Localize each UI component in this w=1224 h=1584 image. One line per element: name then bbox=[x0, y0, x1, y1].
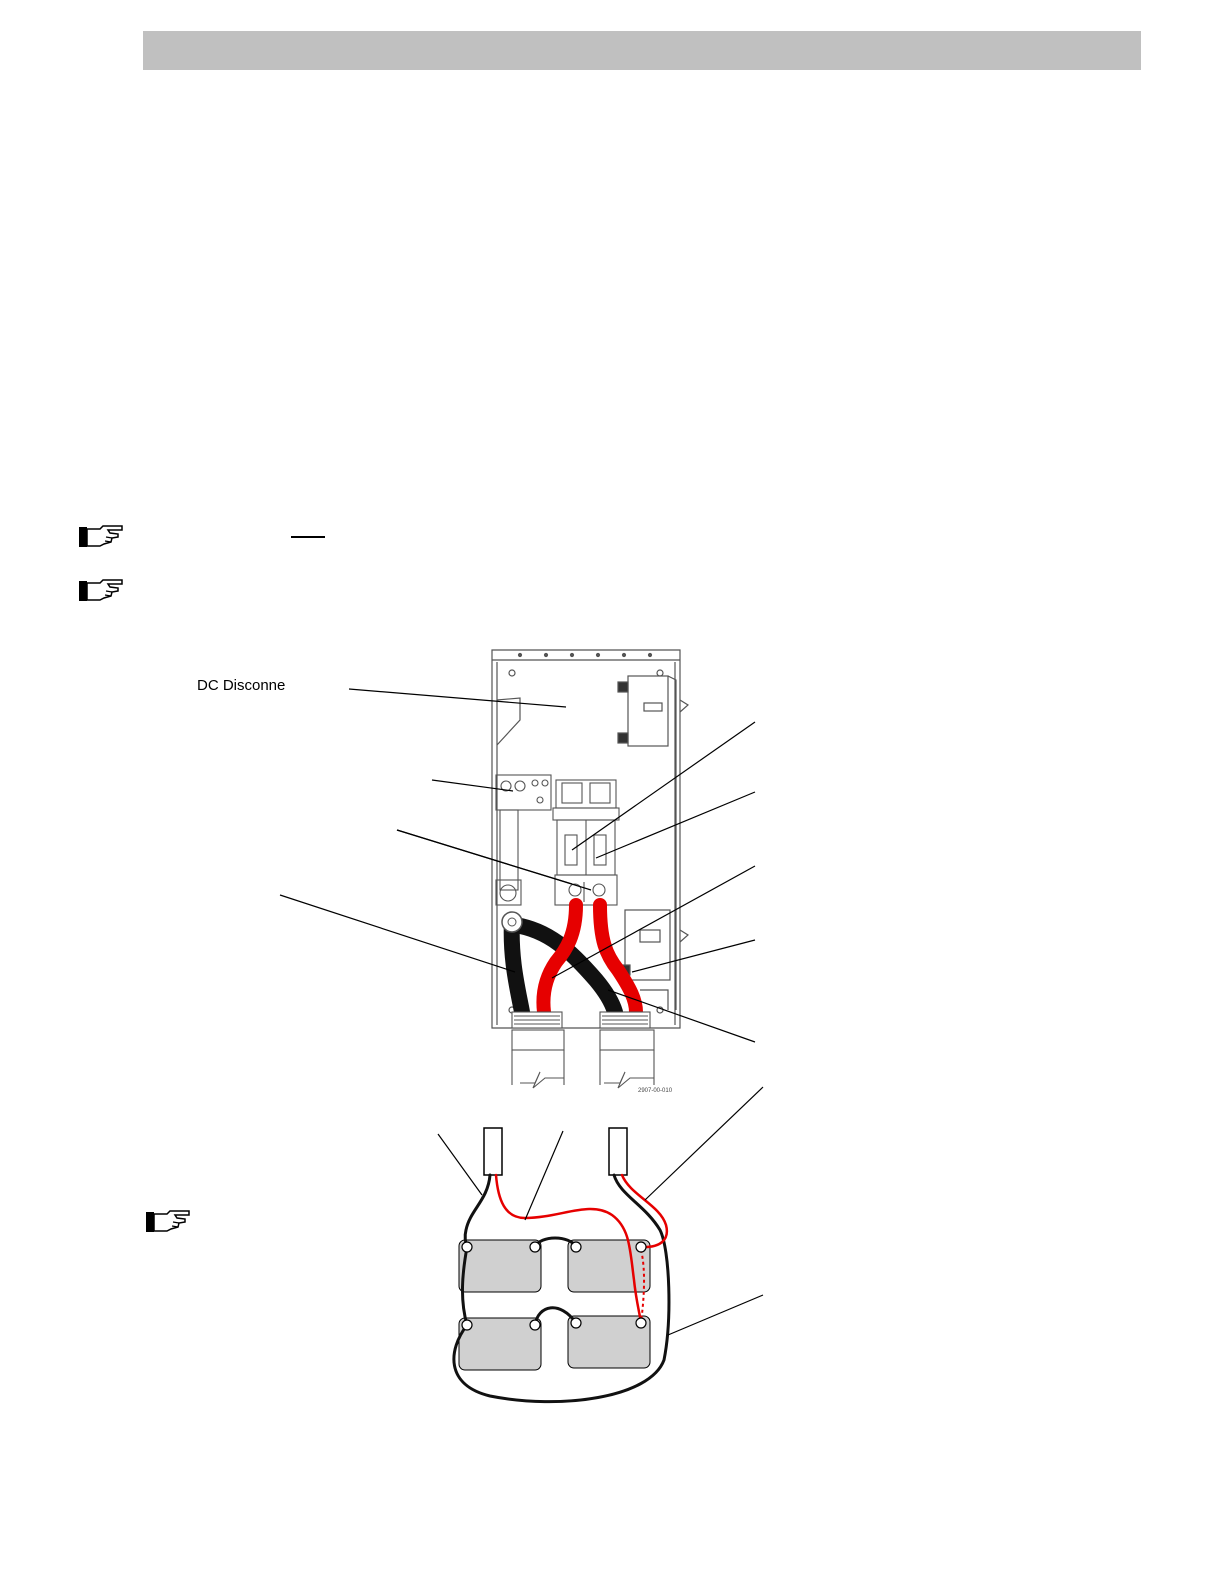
ground-bar bbox=[496, 775, 551, 905]
dc-disconnect-label: DC Disconne bbox=[197, 677, 286, 694]
leader-negative-cable bbox=[280, 895, 515, 972]
battery-bank bbox=[438, 1087, 763, 1402]
leader-shunt bbox=[632, 940, 755, 972]
cable-stub-left bbox=[484, 1128, 502, 1175]
cable-stub-right bbox=[609, 1128, 627, 1175]
dc-breaker bbox=[553, 780, 619, 905]
leader-breaker-a bbox=[572, 722, 755, 850]
enclosure-cables bbox=[502, 905, 636, 1012]
drawing-number: 2907-00-010 bbox=[638, 1088, 673, 1094]
conduit-fittings bbox=[512, 1012, 654, 1088]
leader-terminal-b bbox=[397, 830, 591, 890]
leader-dc-disconnect bbox=[349, 689, 566, 707]
leader-positive-cable bbox=[552, 866, 755, 978]
